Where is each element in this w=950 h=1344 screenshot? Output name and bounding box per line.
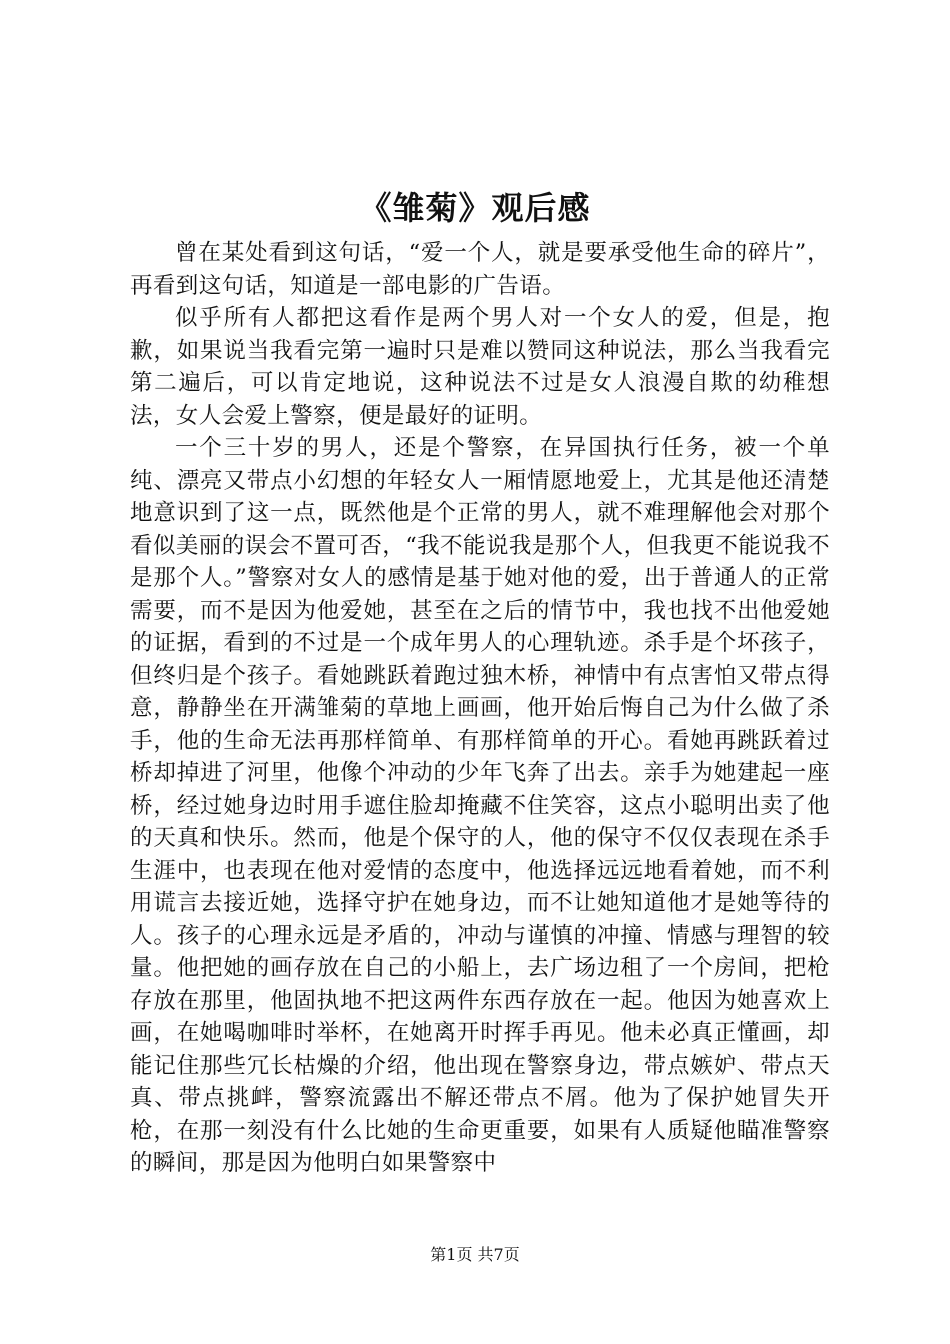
document-body [130, 237, 830, 1180]
paragraph: 一个三十岁的男人，还是个警察，在异国执行任务，被一个单纯、漂亮又带点小幻想的年轻女人一厢情愿地爱上，尤其是他还清楚地意识到了这一点，既然他是个正常的男人，就不难理解他会对那个看似美丽的误会不置可否，“我不能说我是那个人，但我更不能说我不是那个人。”警察对女人的感情是基于她对他的爱，出于普通人的正常需要，而不是因为他爱她，甚至在之后的情节中，我也找不出他爱她的证据，看到的不过是一个成年男人的心理轨迹。杀手是个坏孩子，但终归是个孩子。看她跳跃着跑过独木桥，神情中有点害怕又带点得意，静静坐在开满雏菊的草地上画画，他开始后悔自己为什么做了杀手，他的生命无法再那样简单、有那样简单的开心。看她再跳跃着过桥却掉进了河里，他像个冲动的少年飞奔了出去。亲手为她建起一座桥，经过她身边时用手遮住脸却掩藏不住笑容，这点小聪明出卖了他的天真和快乐。然而，他是个保守的人，他的保守不仅仅表现在杀手生涯中，也表现在他对爱情的态度中，他选择远远地看着她，而不利用谎言去接近她，选择守护在她身边，而不让她知道他才是她等待的人。孩子的心理永远是矛盾的，冲动与谨慎的冲撞、情感与理智的较量。他把她的画存放在自己的小船上，去广场边租了一个房间，把枪存放在那里，他固执地不把这两件东西存放在一起。他因为她喜欢上画，在她喝咖啡时举杯，在她离开时挥手再见。他未必真正懂画，却能记住那些冗长枯燥的介绍，他出现在警察身边，带点嫉妒、带点天真、带点挑衅，警察流露出不解还带点不屑。他为了保护她冒失开枪，在那一刻没有什么比她的生命更重要，如果有人质疑他瞄准警察的瞬间，那是因为他明白如果警察中 [130, 435, 830, 1176]
page-number-footer: 第1页 共7页 [430, 1245, 520, 1264]
paragraph: 曾在某处看到这句话，“爱一个人，就是要承受他生命的碎片”，再看到这句话，知道是一部电影的广告语。 [130, 240, 830, 299]
document-title: 《雏菊》观后感 [359, 189, 591, 227]
paragraph: 似乎所有人都把这看作是两个男人对一个女人的爱，但是，抱歉，如果说当我看完第一遍时只是难以赞同这种说法，那么当我看完第二遍后，可以肯定地说，这种说法不过是女人浪漫自欺的幼稚想法，女人会爱上警察，便是最好的证明。 [130, 305, 830, 429]
